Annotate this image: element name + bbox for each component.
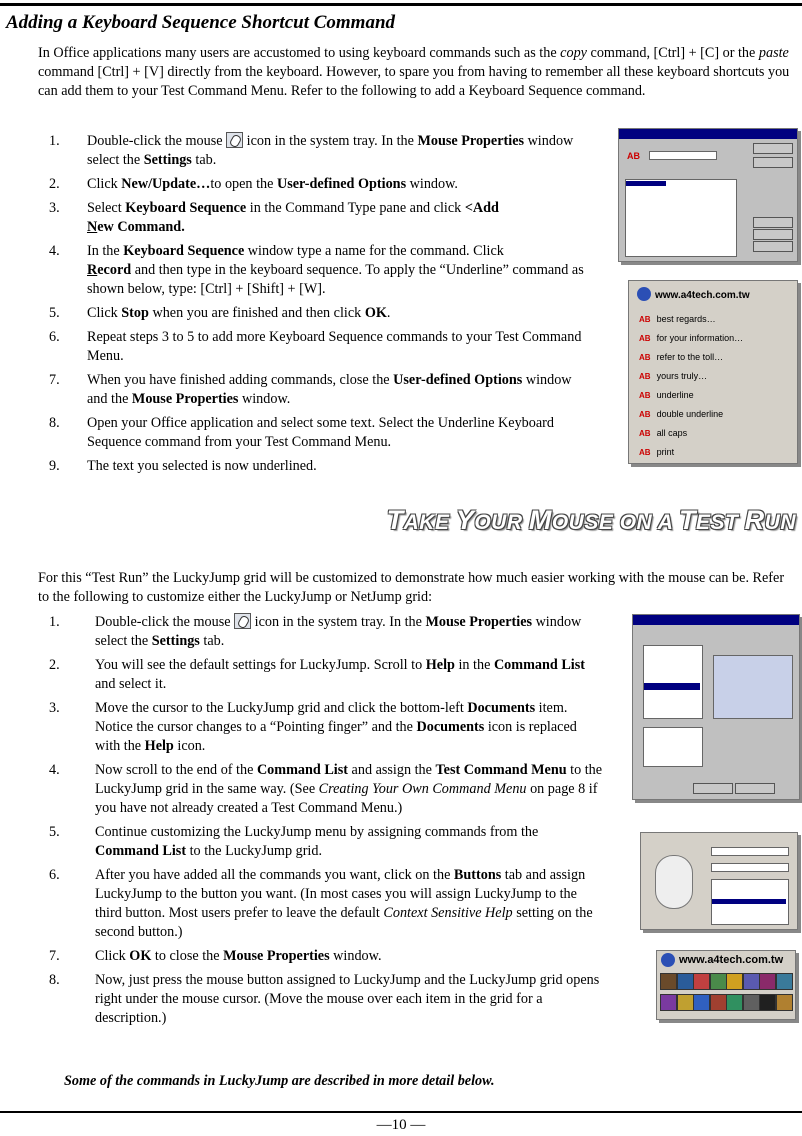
step-text: Double-click the mouse (87, 133, 227, 149)
step-text: Open your Office application and select some text. Select the Underline Keyboard Sequence command from your Test Command Menu. (87, 415, 554, 450)
step-bold: Mouse Properties (223, 948, 330, 964)
clear-button (753, 157, 793, 168)
list-item (49, 414, 589, 452)
grid-command-icon (660, 973, 677, 990)
step-bold: Documents (467, 700, 536, 716)
step-number: 1. (49, 133, 60, 149)
step-number: 8. (49, 415, 60, 431)
grid-command-icon (710, 994, 727, 1011)
step-bold: Mouse Properties (425, 614, 533, 630)
command-list-pane (643, 645, 703, 719)
step-text: window. (238, 391, 291, 407)
step-text: tab and assign LuckyJump to the button you want. (In most cases you will assign LuckyJump to the third button. Most users prefer to leave the default (95, 867, 586, 921)
step-number: 4. (49, 762, 60, 778)
globe-icon (637, 287, 651, 301)
step-text: Repeat steps 3 to 5 to add more Keyboard Sequence commands to your Test Command Menu. (87, 329, 582, 364)
step-bold: Stop (121, 305, 149, 321)
step-italic: Context Sensitive Help (383, 905, 513, 921)
sequence-list (625, 179, 737, 257)
step-bold: User-defined Options (276, 176, 407, 192)
list-item (49, 866, 604, 942)
step-text: window. (406, 176, 458, 192)
list-item (49, 761, 604, 818)
list-item (49, 699, 604, 756)
step-bold: New/Update… (121, 176, 211, 192)
menu-item-label: for your information… (656, 333, 744, 343)
ab-icon: AB (639, 315, 651, 324)
menu-url: www.a4tech.com.tw (655, 290, 750, 301)
list-item (49, 457, 589, 476)
title-part: AKE (403, 511, 456, 534)
mouse-properties-screenshot (632, 614, 800, 800)
step-text: After you have added all the commands you want, click on the (95, 867, 454, 883)
step-text: to the LuckyJump grid in the same way. (See (95, 762, 603, 797)
intro-paste: paste (758, 45, 789, 61)
menu-item (639, 409, 723, 419)
step-number: 7. (49, 372, 60, 388)
title-part: Y (455, 505, 475, 535)
step-text: setting on the second button.) (95, 905, 593, 940)
step-number: 6. (49, 329, 60, 345)
list-item (49, 242, 589, 299)
step-text: and select it. (95, 676, 167, 692)
ab-icon: AB (639, 334, 651, 343)
step-text: to close the (151, 948, 224, 964)
step-bold: OK (364, 305, 387, 321)
intro-paragraph (38, 44, 790, 101)
intro-text: command [Ctrl] + [V] directly from the keyboard. However, to spare you from having to remember all these keyboard shortcuts you can add them to your Test Command Menu. Refer to the following to add a Keyboard Sequence command. (38, 64, 790, 99)
step-bold: Command List (493, 657, 585, 673)
ab-icon: AB (639, 410, 651, 419)
ab-icon: AB (639, 353, 651, 362)
title-part: OUR (474, 511, 529, 534)
selected-row (626, 181, 666, 186)
step-bold: Keyboard Sequence (123, 243, 245, 259)
menu-item (639, 314, 716, 324)
menu-item-label: all caps (656, 428, 688, 438)
cancel-button (753, 229, 793, 240)
title-part: R (744, 505, 765, 535)
menu-item (639, 447, 674, 457)
closing-note: Some of the commands in LuckyJump are described in more detail below. (64, 1073, 495, 1089)
title-part: T (678, 505, 696, 535)
grid-command-icon (759, 994, 776, 1011)
step-number: 3. (49, 200, 60, 216)
grid-command-icon (660, 994, 677, 1011)
section-title-test-run (387, 505, 796, 536)
menu-item (639, 352, 723, 362)
list-item (49, 371, 589, 409)
test-command-menu-screenshot (628, 280, 798, 464)
step-number: 2. (49, 176, 60, 192)
section-title: Adding a Keyboard Sequence Shortcut Command (6, 12, 396, 33)
step-number: 7. (49, 948, 60, 964)
step-text: icon in the system tray. In the (251, 614, 426, 630)
grid-command-icon (677, 994, 694, 1011)
step-text: in the (454, 657, 494, 673)
globe-icon (661, 953, 675, 967)
grid-url: www.a4tech.com.tw (679, 954, 784, 966)
step-text: to the LuckyJump grid. (186, 843, 323, 859)
step-text: Continue customizing the LuckyJump menu by assigning commands from the (95, 824, 539, 840)
step-text: When you have finished adding commands, close the (87, 372, 394, 388)
title-part: T (386, 505, 404, 535)
menu-item-label: print (656, 447, 675, 457)
step-bold: Help (425, 657, 455, 673)
step-bold: Help (144, 738, 174, 754)
selected-option (712, 899, 786, 904)
grid-command-icon (726, 994, 743, 1011)
list-item (49, 175, 589, 194)
ab-icon: AB (639, 448, 651, 457)
step-number: 1. (49, 614, 60, 630)
step-text: item. Notice the cursor changes to a “Pointing finger” and the (95, 700, 568, 735)
grid-command-icon (776, 973, 793, 990)
record-button (753, 143, 793, 154)
step-number: 9. (49, 458, 60, 474)
step-text: You will see the default settings for LuckyJump. Scroll to (95, 657, 426, 673)
title-part: OUSE ON A (551, 511, 679, 534)
step-text: window and the (87, 372, 572, 407)
luckyjump-grid-screenshot (656, 950, 796, 1020)
step-number: 2. (49, 657, 60, 673)
step-number: 5. (49, 305, 60, 321)
step-bold: Settings (143, 152, 192, 168)
ok-button (693, 783, 733, 794)
dialog-titlebar (633, 615, 799, 625)
dialog-titlebar (619, 129, 797, 139)
ok-button (753, 217, 793, 228)
step-bold: ew Command. (97, 219, 185, 235)
menu-item-label: refer to the toll… (656, 352, 724, 362)
button-dropdown (711, 847, 789, 856)
step-bold: Settings (151, 633, 200, 649)
step-underline: N (87, 219, 98, 235)
intro-text: In Office applications many users are accustomed to using keyboard commands such as the (38, 45, 561, 61)
step-text: window type a name for the command. Click (244, 243, 504, 259)
luckyjump-grid (713, 655, 793, 719)
ab-icon: AB (639, 391, 651, 400)
step-text: window select the (95, 614, 582, 649)
grid-command-icon (743, 994, 760, 1011)
help-button (753, 241, 793, 252)
menu-item-label: underline (656, 390, 694, 400)
selected-command (644, 683, 700, 690)
test-run-steps-list (49, 613, 604, 1033)
step-bold: OK (129, 948, 152, 964)
step-text: Now scroll to the end of the (95, 762, 257, 778)
grid-command-icon (726, 973, 743, 990)
step-bold: Documents (416, 719, 485, 735)
top-rule (0, 3, 802, 6)
ab-icon: AB (639, 372, 651, 381)
menu-item-label: best regards… (656, 314, 716, 324)
page-number: —10 — (376, 1117, 426, 1133)
list-item (49, 328, 589, 366)
step-text: Move the cursor to the LuckyJump grid and click the bottom-left (95, 700, 468, 716)
list-item (49, 656, 604, 694)
step-text: icon. (173, 738, 206, 754)
menu-item-label: yours truly… (656, 371, 708, 381)
ab-icon: AB (627, 151, 640, 161)
step-number: 8. (49, 972, 60, 988)
user-defined-pane (643, 727, 703, 767)
step-bold: User-defined Options (393, 372, 523, 388)
name-field (649, 151, 717, 160)
intro-text: command, [Ctrl] + [C] or the (586, 45, 759, 61)
step-text: and assign the (348, 762, 436, 778)
menu-item (639, 371, 707, 381)
step-text: The text you selected is now underlined. (87, 458, 317, 474)
list-item (49, 132, 589, 170)
grid-command-icon (710, 973, 727, 990)
step-number: 3. (49, 700, 60, 716)
step-text: In the (87, 243, 124, 259)
step-text: Now, just press the mouse button assigned to LuckyJump and the LuckyJump grid opens right under the mouse cursor. (Move the mouse over each item in the grid for a description.) (95, 972, 600, 1026)
step-text: Click (87, 305, 122, 321)
step-text: tab. (191, 152, 217, 168)
list-item (49, 304, 589, 323)
step-text: to open the (210, 176, 277, 192)
step-italic: Creating Your Own Command Menu (318, 781, 527, 797)
button-dropdown (711, 863, 789, 872)
step-text: on page 8 if you have not already created a Test Command Menu.) (95, 781, 598, 816)
step-text: and then type in the keyboard sequence. To apply the “Underline” command as shown below, type: [Ctrl] + [Shift] + [W]. (87, 262, 584, 297)
step-text: Click (95, 948, 130, 964)
step-text: Double-click the mouse (95, 614, 235, 630)
step-number: 5. (49, 824, 60, 840)
list-item (49, 971, 604, 1028)
step-bold: ecord (97, 262, 132, 278)
bottom-rule (0, 1111, 802, 1113)
step-bold: Buttons (453, 867, 502, 883)
step-text: icon in the system tray. In the (243, 133, 418, 149)
title-part: EST (695, 511, 745, 534)
title-part: M (528, 505, 552, 535)
step-text: when you are finished and then click (148, 305, 365, 321)
mouse-illustration-icon (655, 855, 693, 909)
step-bold: <Add (464, 200, 499, 216)
list-item (49, 199, 589, 237)
intro-copy: copy (560, 45, 587, 61)
step-text: window select the (87, 133, 574, 168)
grid-command-icon (776, 994, 793, 1011)
step-number: 4. (49, 243, 60, 259)
step-text: window. (329, 948, 382, 964)
step-number: 6. (49, 867, 60, 883)
cancel-button (735, 783, 775, 794)
step-text: tab. (199, 633, 225, 649)
mouse-tray-icon (234, 613, 251, 629)
step-text: Select (87, 200, 126, 216)
step-text: Click (87, 176, 122, 192)
grid-command-icon (759, 973, 776, 990)
step-bold: Keyboard Sequence (125, 200, 247, 216)
grid-command-icon (677, 973, 694, 990)
menu-item-label: double underline (656, 409, 724, 419)
grid-command-icon (693, 973, 710, 990)
title-part: UN (764, 511, 796, 534)
keyboard-sequence-dialog-screenshot (618, 128, 798, 262)
menu-item (639, 390, 694, 400)
step-text: . (386, 305, 391, 321)
test-run-intro: For this “Test Run” the LuckyJump grid will be customized to demonstrate how much easier working with the mouse can be. Refer to the following to customize either the LuckyJump or NetJump grid: (38, 570, 785, 605)
step-bold: Test Command Menu (435, 762, 567, 778)
ab-icon: AB (639, 429, 651, 438)
menu-item (639, 333, 743, 343)
menu-item (639, 428, 687, 438)
grid-command-icon (743, 973, 760, 990)
step-bold: Mouse Properties (131, 391, 239, 407)
step-bold: Mouse Properties (417, 133, 525, 149)
grid-command-icon (693, 994, 710, 1011)
step-bold: Command List (95, 843, 187, 859)
step-text: icon is replaced with the (95, 719, 577, 754)
list-item (49, 613, 604, 651)
button-assignment-screenshot (640, 832, 798, 930)
list-item (49, 823, 604, 861)
keyboard-steps-list (49, 132, 589, 481)
step-bold: Command List (256, 762, 348, 778)
step-underline: R (87, 262, 98, 278)
list-item (49, 947, 604, 966)
mouse-tray-icon (226, 132, 243, 148)
step-text: in the Command Type pane and click (246, 200, 465, 216)
